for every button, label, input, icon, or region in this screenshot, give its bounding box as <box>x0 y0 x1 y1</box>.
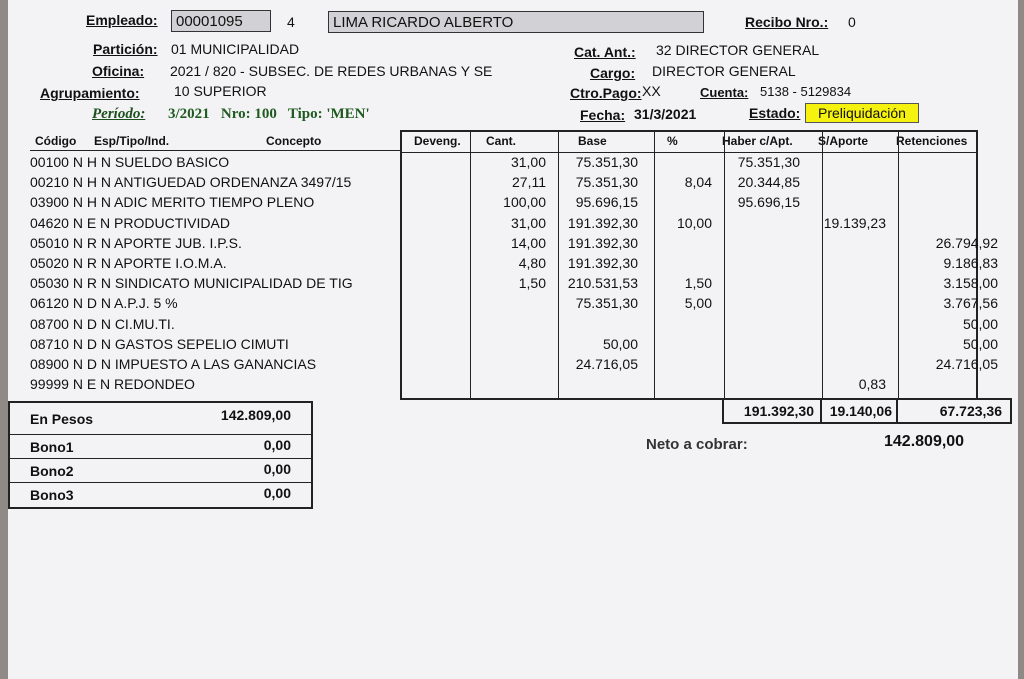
row-pct: 5,00 <box>684 295 712 312</box>
cat-ant-label: Cat. Ant.: <box>574 44 636 60</box>
row-cant: 27,11 <box>512 174 546 191</box>
row-ret: 26.794,92 <box>935 234 998 251</box>
bono3-row <box>10 483 311 507</box>
periodo-value: 3/2021 Nro: 100 Tipo: 'MEN' <box>168 106 370 122</box>
row-base: 50,00 <box>602 335 638 352</box>
col-cant: Cant. <box>486 134 516 148</box>
row-concept: 03900 N H N ADIC MERITO TIEMPO PLENO <box>30 194 315 211</box>
fecha-label: Fecha: <box>580 107 626 123</box>
col-concepto: Concepto <box>266 134 322 148</box>
row-cant: 100,00 <box>503 194 546 211</box>
row-base: 191.392,30 <box>567 234 638 251</box>
empleado-label: Empleado: <box>86 12 158 28</box>
col-base: Base <box>578 134 607 148</box>
bono1-label: Bono1 <box>30 439 74 455</box>
agrupamiento-label: Agrupamiento: <box>40 85 140 101</box>
payslip-sheet <box>8 0 1018 679</box>
fecha-value: 31/3/2021 <box>634 106 697 122</box>
bono3-value: 0,00 <box>263 485 291 501</box>
col-divider <box>822 132 823 398</box>
row-pct: 10,00 <box>676 214 712 231</box>
col-esp: Esp/Tipo/Ind. <box>94 134 170 148</box>
row-concept: 04620 N E N PRODUCTIVIDAD <box>30 214 230 231</box>
oficina-label: Oficina: <box>92 63 145 79</box>
row-concept: 99999 N E N REDONDEO <box>30 376 195 393</box>
ctro-pago-value: XX <box>642 83 661 99</box>
empleado-num: 4 <box>287 14 295 30</box>
row-ret: 50,00 <box>962 335 998 352</box>
total-retenciones: 67.723,36 <box>939 403 1002 419</box>
empleado-nombre-field: LIMA RICARDO ALBERTO <box>328 11 704 33</box>
recibo-label: Recibo Nro.: <box>745 14 829 30</box>
header-divider <box>402 152 976 153</box>
bono1-value: 0,00 <box>263 437 291 453</box>
total-haber: 191.392,30 <box>743 403 814 419</box>
estado-label: Estado: <box>749 105 801 121</box>
recibo-value: 0 <box>848 14 856 30</box>
col-deveng: Deveng. <box>414 134 461 148</box>
row-base: 95.696,15 <box>575 194 638 211</box>
row-base: 24.716,05 <box>575 356 638 372</box>
row-concept: 08900 N D N IMPUESTO A LAS GANANCIAS <box>30 356 317 372</box>
total-saporte: 19.140,06 <box>829 403 892 419</box>
col-codigo: Código <box>35 134 77 148</box>
col-divider <box>724 132 725 398</box>
row-base: 75.351,30 <box>575 154 638 170</box>
empleado-id-field: 00001095 <box>171 10 271 32</box>
bono1-row <box>10 435 311 459</box>
row-cant: 4,80 <box>518 255 546 271</box>
neto-label: Neto a cobrar: <box>646 436 748 453</box>
en-pesos-value: 142.809,00 <box>220 407 291 423</box>
row-ret: 3.767,56 <box>943 295 998 312</box>
col-retenciones: Retenciones <box>896 134 968 148</box>
cargo-label: Cargo: <box>590 65 636 81</box>
cuenta-label: Cuenta: <box>700 85 749 100</box>
row-ret: 3.158,00 <box>943 275 998 292</box>
agrupamiento-value: 10 SUPERIOR <box>174 83 267 99</box>
row-pct: 8,04 <box>684 174 712 191</box>
cuenta-value: 5138 - 5129834 <box>760 84 852 99</box>
row-base: 75.351,30 <box>575 295 638 312</box>
row-base: 191.392,30 <box>567 255 638 271</box>
row-saporte: 0,83 <box>858 376 886 393</box>
row-haber: 75.351,30 <box>737 154 800 170</box>
ctro-pago-label: Ctro.Pago: <box>570 85 642 101</box>
row-concept: 05010 N R N APORTE JUB. I.P.S. <box>30 234 242 251</box>
cargo-value: DIRECTOR GENERAL <box>652 63 796 79</box>
row-concept: 05030 N R N SINDICATO MUNICIPALIDAD DE TIG <box>30 275 353 292</box>
row-cant: 31,00 <box>510 214 546 231</box>
row-ret: 50,00 <box>962 315 998 332</box>
row-ret: 9.186,83 <box>943 255 998 271</box>
row-cant: 14,00 <box>510 234 546 251</box>
estado-badge: Preliquidación <box>805 103 919 123</box>
bono3-label: Bono3 <box>30 487 74 503</box>
oficina-value: 2021 / 820 - SUBSEC. DE REDES URBANAS Y SE <box>170 63 493 79</box>
row-base: 191.392,30 <box>567 214 638 231</box>
header-rule <box>30 150 402 151</box>
row-ret: 24.716,05 <box>935 356 998 372</box>
bono2-label: Bono2 <box>30 463 74 479</box>
row-cant: 31,00 <box>510 154 546 170</box>
en-pesos-row <box>10 403 311 435</box>
bono2-row <box>10 459 311 483</box>
col-divider <box>654 132 655 398</box>
row-base: 210.531,53 <box>567 275 638 292</box>
row-concept: 00100 N H N SUELDO BASICO <box>30 154 230 170</box>
particion-label: Partición: <box>93 41 158 57</box>
col-pct: % <box>667 134 678 148</box>
cat-ant-value: 32 DIRECTOR GENERAL <box>656 42 820 58</box>
row-concept: 06120 N D N A.P.J. 5 % <box>30 295 178 312</box>
periodo-label: Período: <box>92 106 146 122</box>
summary-table <box>8 401 313 509</box>
row-cant: 1,50 <box>518 275 546 292</box>
row-concept: 08700 N D N CI.MU.TI. <box>30 315 175 332</box>
row-haber: 20.344,85 <box>737 174 800 191</box>
row-saporte: 19.139,23 <box>823 214 886 231</box>
row-concept: 00210 N H N ANTIGUEDAD ORDENANZA 3497/15 <box>30 174 352 191</box>
col-haber: Haber c/Apt. <box>722 134 793 148</box>
row-base: 75.351,30 <box>575 174 638 191</box>
neto-value: 142.809,00 <box>884 433 965 450</box>
row-pct: 1,50 <box>684 275 712 292</box>
bono2-value: 0,00 <box>263 461 291 477</box>
row-haber: 95.696,15 <box>737 194 800 211</box>
particion-value: 01 MUNICIPALIDAD <box>171 41 300 57</box>
row-concept: 08710 N D N GASTOS SEPELIO CIMUTI <box>30 335 289 352</box>
row-concept: 05020 N R N APORTE I.O.M.A. <box>30 255 227 271</box>
col-saporte: S/Aporte <box>818 134 869 148</box>
en-pesos-label: En Pesos <box>30 411 94 427</box>
